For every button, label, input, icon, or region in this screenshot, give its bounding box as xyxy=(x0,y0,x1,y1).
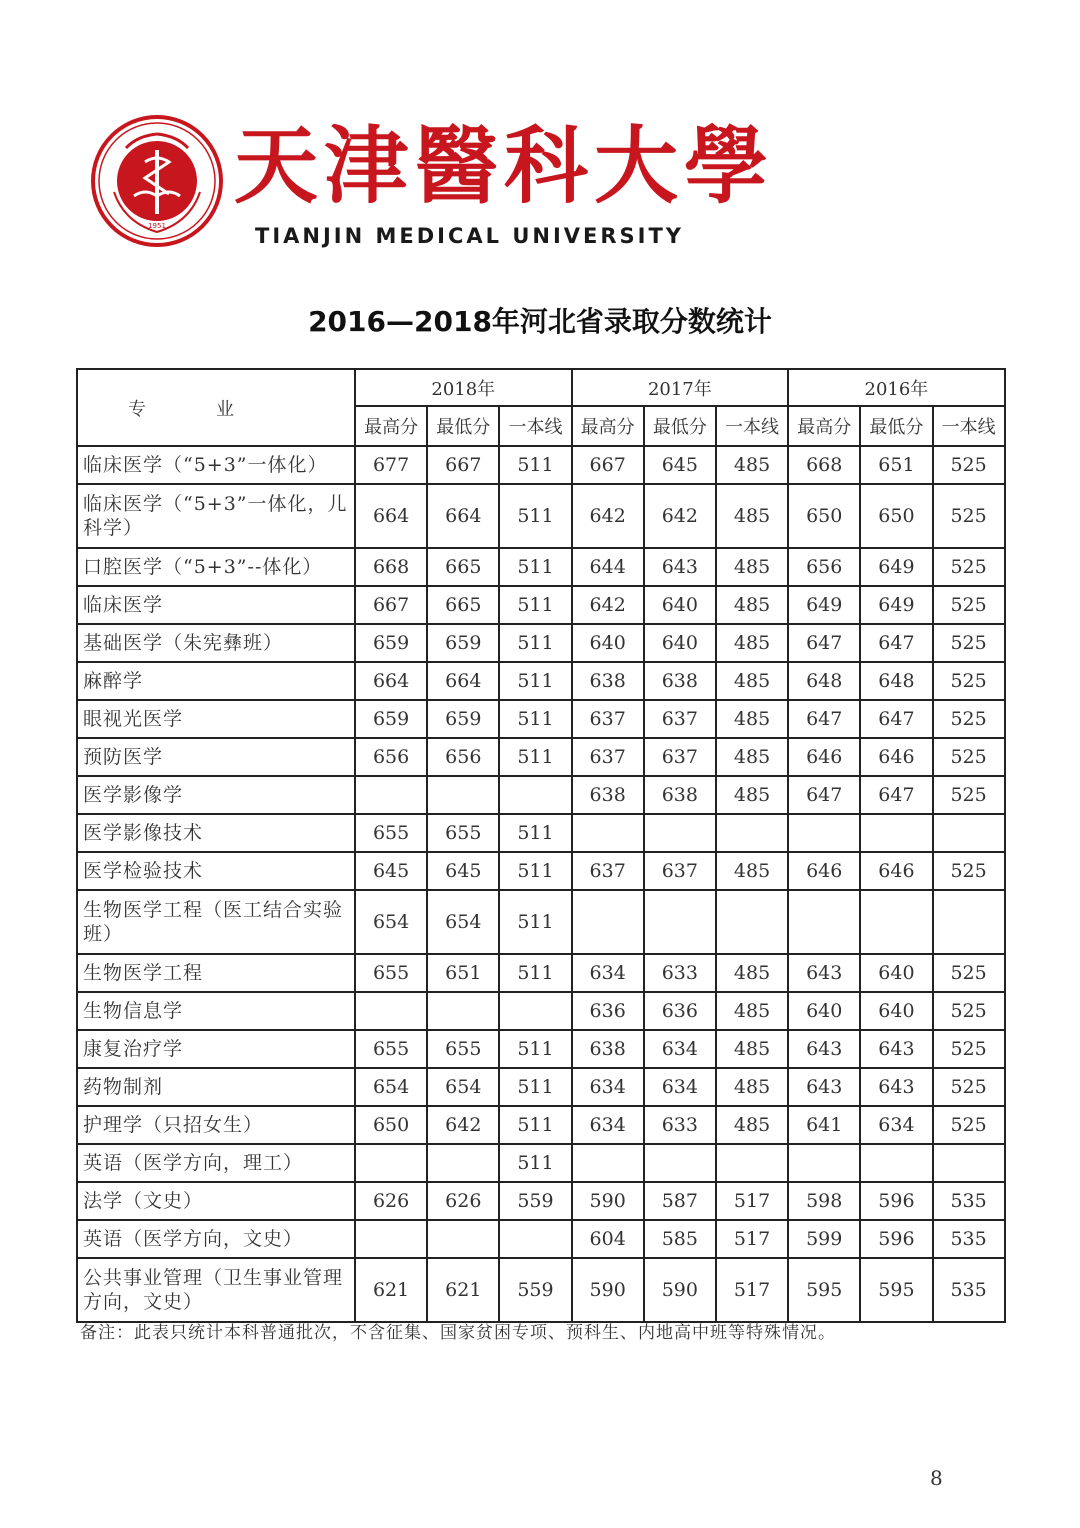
table-row xyxy=(77,890,1005,954)
score-cell: 640 xyxy=(860,992,932,1030)
score-cell: 646 xyxy=(860,738,932,776)
score-cell: 485 xyxy=(716,484,788,548)
svg-text:1951: 1951 xyxy=(148,222,166,230)
score-cell: 525 xyxy=(933,446,1005,484)
score-cell xyxy=(788,1144,860,1182)
score-cell: 599 xyxy=(788,1220,860,1258)
score-cell: 525 xyxy=(933,992,1005,1030)
major-cell: 药物制剂 xyxy=(77,1068,355,1106)
score-cell: 651 xyxy=(860,446,932,484)
score-cell: 656 xyxy=(788,548,860,586)
score-cell: 485 xyxy=(716,586,788,624)
score-cell: 637 xyxy=(644,700,716,738)
score-cell: 664 xyxy=(355,484,427,548)
score-cell: 485 xyxy=(716,954,788,992)
score-cell: 621 xyxy=(427,1258,499,1322)
score-cell: 596 xyxy=(860,1220,932,1258)
score-cell: 485 xyxy=(716,992,788,1030)
score-cell: 485 xyxy=(716,1106,788,1144)
table-row xyxy=(77,1068,1005,1106)
score-cell: 642 xyxy=(572,484,644,548)
score-cell: 511 xyxy=(499,814,571,852)
university-header xyxy=(90,112,775,262)
major-cell: 医学影像学 xyxy=(77,776,355,814)
score-cell: 640 xyxy=(644,586,716,624)
score-cell: 638 xyxy=(572,776,644,814)
score-cell: 511 xyxy=(499,954,571,992)
score-cell: 511 xyxy=(499,1144,571,1182)
score-cell: 634 xyxy=(572,954,644,992)
score-cell: 655 xyxy=(355,1030,427,1068)
major-cell: 医学影像技术 xyxy=(77,814,355,852)
major-cell: 临床医学（“5+3”一体化） xyxy=(77,446,355,484)
score-cell: 511 xyxy=(499,890,571,954)
score-cell: 664 xyxy=(355,662,427,700)
score-cell: 659 xyxy=(427,700,499,738)
score-cell: 659 xyxy=(427,624,499,662)
subcolumn-header: 最低分 xyxy=(860,406,932,446)
score-cell: 525 xyxy=(933,1030,1005,1068)
score-cell: 656 xyxy=(427,738,499,776)
score-cell: 525 xyxy=(933,662,1005,700)
score-cell: 650 xyxy=(788,484,860,548)
score-table xyxy=(76,368,1006,1323)
score-cell: 485 xyxy=(716,1068,788,1106)
major-cell: 临床医学 xyxy=(77,586,355,624)
score-cell: 645 xyxy=(355,852,427,890)
score-cell: 647 xyxy=(788,624,860,662)
subcolumn-header: 最高分 xyxy=(572,406,644,446)
score-cell: 511 xyxy=(499,586,571,624)
score-cell xyxy=(427,992,499,1030)
major-cell: 眼视光医学 xyxy=(77,700,355,738)
score-cell xyxy=(716,814,788,852)
score-cell: 643 xyxy=(644,548,716,586)
table-row xyxy=(77,1030,1005,1068)
score-cell xyxy=(427,1144,499,1182)
score-cell: 525 xyxy=(933,1068,1005,1106)
score-cell xyxy=(860,890,932,954)
score-cell: 621 xyxy=(355,1258,427,1322)
score-cell: 511 xyxy=(499,548,571,586)
score-cell xyxy=(499,776,571,814)
score-cell: 646 xyxy=(788,738,860,776)
score-cell: 511 xyxy=(499,1068,571,1106)
score-cell: 517 xyxy=(716,1182,788,1220)
score-cell: 535 xyxy=(933,1258,1005,1322)
score-cell: 559 xyxy=(499,1258,571,1322)
score-cell: 535 xyxy=(933,1220,1005,1258)
score-cell: 643 xyxy=(788,1068,860,1106)
score-cell xyxy=(788,814,860,852)
score-cell: 668 xyxy=(355,548,427,586)
score-cell: 664 xyxy=(427,662,499,700)
score-cell: 644 xyxy=(572,548,644,586)
score-cell: 633 xyxy=(644,1106,716,1144)
score-cell: 638 xyxy=(644,662,716,700)
major-cell: 生物医学工程（医工结合实验班） xyxy=(77,890,355,954)
score-cell: 511 xyxy=(499,1106,571,1144)
score-cell xyxy=(933,890,1005,954)
score-cell: 511 xyxy=(499,852,571,890)
university-name-en: TIANJIN MEDICAL UNIVERSITY xyxy=(255,224,685,248)
table-row xyxy=(77,954,1005,992)
major-cell: 生物信息学 xyxy=(77,992,355,1030)
score-cell: 640 xyxy=(572,624,644,662)
score-cell xyxy=(355,776,427,814)
score-cell: 640 xyxy=(860,954,932,992)
score-cell: 637 xyxy=(572,700,644,738)
score-cell: 633 xyxy=(644,954,716,992)
score-cell: 655 xyxy=(355,954,427,992)
score-cell: 485 xyxy=(716,700,788,738)
score-cell: 667 xyxy=(355,586,427,624)
score-cell: 517 xyxy=(716,1258,788,1322)
major-cell: 康复治疗学 xyxy=(77,1030,355,1068)
university-name-cn: 天津醫科大學 xyxy=(234,116,775,215)
score-cell xyxy=(572,814,644,852)
score-cell: 626 xyxy=(355,1182,427,1220)
score-cell: 634 xyxy=(572,1106,644,1144)
score-cell: 654 xyxy=(355,1068,427,1106)
major-cell: 基础医学（朱宪彝班） xyxy=(77,624,355,662)
score-cell: 668 xyxy=(788,446,860,484)
score-cell xyxy=(860,814,932,852)
score-cell: 642 xyxy=(644,484,716,548)
subcolumn-header: 最高分 xyxy=(355,406,427,446)
score-cell xyxy=(933,1144,1005,1182)
score-cell: 647 xyxy=(788,700,860,738)
score-cell: 650 xyxy=(860,484,932,548)
score-cell: 485 xyxy=(716,1030,788,1068)
score-cell xyxy=(716,1144,788,1182)
score-cell: 485 xyxy=(716,738,788,776)
major-cell: 口腔医学（“5+3”--体化） xyxy=(77,548,355,586)
score-cell: 511 xyxy=(499,1030,571,1068)
score-cell: 485 xyxy=(716,852,788,890)
score-cell: 659 xyxy=(355,700,427,738)
table-row xyxy=(77,446,1005,484)
score-cell: 654 xyxy=(427,890,499,954)
score-cell: 587 xyxy=(644,1182,716,1220)
major-cell: 公共事业管理（卫生事业管理方向，文史） xyxy=(77,1258,355,1322)
score-cell: 655 xyxy=(427,814,499,852)
score-cell: 638 xyxy=(572,1030,644,1068)
score-cell: 648 xyxy=(788,662,860,700)
major-cell: 临床医学（“5+3”一体化，儿科学） xyxy=(77,484,355,548)
score-cell: 643 xyxy=(860,1068,932,1106)
score-cell xyxy=(355,1144,427,1182)
score-cell: 590 xyxy=(572,1182,644,1220)
subcolumn-header: 最低分 xyxy=(427,406,499,446)
score-cell xyxy=(644,1144,716,1182)
score-cell xyxy=(788,890,860,954)
score-cell xyxy=(860,1144,932,1182)
university-seal-logo xyxy=(90,114,224,248)
score-cell: 677 xyxy=(355,446,427,484)
major-cell: 医学检验技术 xyxy=(77,852,355,890)
subcolumn-header: 最高分 xyxy=(788,406,860,446)
score-cell: 667 xyxy=(572,446,644,484)
score-cell: 667 xyxy=(427,446,499,484)
score-cell: 626 xyxy=(427,1182,499,1220)
score-cell: 645 xyxy=(427,852,499,890)
score-cell: 559 xyxy=(499,1182,571,1220)
score-cell xyxy=(572,1144,644,1182)
table-row xyxy=(77,1144,1005,1182)
score-cell: 647 xyxy=(860,700,932,738)
score-cell: 634 xyxy=(644,1068,716,1106)
score-cell: 650 xyxy=(355,1106,427,1144)
score-cell: 485 xyxy=(716,624,788,662)
year-header: 2016年 xyxy=(788,369,1005,406)
table-row xyxy=(77,548,1005,586)
score-cell: 525 xyxy=(933,954,1005,992)
score-cell: 646 xyxy=(788,852,860,890)
score-cell xyxy=(572,890,644,954)
score-cell: 654 xyxy=(355,890,427,954)
score-cell: 636 xyxy=(644,992,716,1030)
score-cell: 655 xyxy=(427,1030,499,1068)
subcolumn-header: 一本线 xyxy=(499,406,571,446)
score-cell: 638 xyxy=(572,662,644,700)
score-cell: 647 xyxy=(860,776,932,814)
page-number: 8 xyxy=(930,1466,943,1490)
score-cell xyxy=(499,1220,571,1258)
score-cell: 654 xyxy=(427,1068,499,1106)
score-cell: 595 xyxy=(860,1258,932,1322)
score-cell xyxy=(644,890,716,954)
major-cell: 英语（医学方向，文史） xyxy=(77,1220,355,1258)
score-cell: 590 xyxy=(644,1258,716,1322)
subcolumn-header: 一本线 xyxy=(716,406,788,446)
major-cell: 预防医学 xyxy=(77,738,355,776)
score-cell xyxy=(933,814,1005,852)
table-row xyxy=(77,1220,1005,1258)
table-row xyxy=(77,992,1005,1030)
score-cell: 655 xyxy=(355,814,427,852)
score-cell: 645 xyxy=(644,446,716,484)
score-cell xyxy=(355,1220,427,1258)
score-cell: 641 xyxy=(788,1106,860,1144)
score-cell: 485 xyxy=(716,662,788,700)
score-cell: 525 xyxy=(933,484,1005,548)
score-cell: 485 xyxy=(716,548,788,586)
score-cell: 604 xyxy=(572,1220,644,1258)
table-row xyxy=(77,852,1005,890)
score-cell: 517 xyxy=(716,1220,788,1258)
score-cell: 590 xyxy=(572,1258,644,1322)
table-row xyxy=(77,1182,1005,1220)
score-cell: 598 xyxy=(788,1182,860,1220)
subcolumn-header: 一本线 xyxy=(933,406,1005,446)
page-title: 2016—2018年河北省录取分数统计 xyxy=(308,305,772,338)
score-cell: 511 xyxy=(499,662,571,700)
score-cell: 648 xyxy=(860,662,932,700)
score-cell: 511 xyxy=(499,738,571,776)
score-cell xyxy=(427,776,499,814)
table-row xyxy=(77,484,1005,548)
score-cell: 634 xyxy=(860,1106,932,1144)
table-row xyxy=(77,624,1005,662)
score-cell: 651 xyxy=(427,954,499,992)
score-cell: 634 xyxy=(572,1068,644,1106)
score-cell: 649 xyxy=(860,548,932,586)
major-cell: 法学（文史） xyxy=(77,1182,355,1220)
table-row xyxy=(77,700,1005,738)
major-cell: 英语（医学方向，理工） xyxy=(77,1144,355,1182)
table-row xyxy=(77,586,1005,624)
score-cell: 659 xyxy=(355,624,427,662)
score-cell: 595 xyxy=(788,1258,860,1322)
score-cell: 637 xyxy=(572,852,644,890)
score-cell: 656 xyxy=(355,738,427,776)
score-cell: 535 xyxy=(933,1182,1005,1220)
score-cell: 485 xyxy=(716,776,788,814)
score-cell: 636 xyxy=(572,992,644,1030)
score-cell xyxy=(499,992,571,1030)
score-cell: 596 xyxy=(860,1182,932,1220)
score-cell: 665 xyxy=(427,548,499,586)
score-cell: 511 xyxy=(499,624,571,662)
score-cell: 511 xyxy=(499,446,571,484)
score-cell: 525 xyxy=(933,586,1005,624)
score-cell: 649 xyxy=(788,586,860,624)
score-cell: 525 xyxy=(933,852,1005,890)
score-cell: 649 xyxy=(860,586,932,624)
score-cell: 665 xyxy=(427,586,499,624)
table-row xyxy=(77,814,1005,852)
score-cell: 638 xyxy=(644,776,716,814)
score-cell: 511 xyxy=(499,700,571,738)
score-cell: 640 xyxy=(788,992,860,1030)
score-cell: 525 xyxy=(933,1106,1005,1144)
score-cell: 642 xyxy=(427,1106,499,1144)
major-cell: 生物医学工程 xyxy=(77,954,355,992)
score-cell: 643 xyxy=(788,954,860,992)
score-cell: 646 xyxy=(860,852,932,890)
score-cell: 525 xyxy=(933,700,1005,738)
score-cell xyxy=(644,814,716,852)
year-header: 2018年 xyxy=(355,369,572,406)
subcolumn-header: 最低分 xyxy=(644,406,716,446)
table-row xyxy=(77,738,1005,776)
score-cell: 511 xyxy=(499,484,571,548)
table-row xyxy=(77,1258,1005,1322)
year-header: 2017年 xyxy=(572,369,789,406)
score-cell: 637 xyxy=(644,852,716,890)
score-cell xyxy=(716,890,788,954)
score-cell: 640 xyxy=(644,624,716,662)
score-cell: 585 xyxy=(644,1220,716,1258)
score-cell: 637 xyxy=(644,738,716,776)
score-cell: 525 xyxy=(933,776,1005,814)
score-cell: 525 xyxy=(933,548,1005,586)
score-cell: 643 xyxy=(860,1030,932,1068)
score-cell: 642 xyxy=(572,586,644,624)
score-cell: 647 xyxy=(788,776,860,814)
score-cell: 634 xyxy=(644,1030,716,1068)
table-row xyxy=(77,662,1005,700)
score-cell: 637 xyxy=(572,738,644,776)
score-cell: 525 xyxy=(933,624,1005,662)
score-cell xyxy=(427,1220,499,1258)
table-row xyxy=(77,776,1005,814)
score-cell: 485 xyxy=(716,446,788,484)
table-row xyxy=(77,1106,1005,1144)
major-cell: 护理学（只招女生） xyxy=(77,1106,355,1144)
score-cell xyxy=(355,992,427,1030)
score-cell: 525 xyxy=(933,738,1005,776)
footnote: 备注：此表只统计本科普通批次，不含征集、国家贫困专项、预科生、内地高中班等特殊情况。 xyxy=(80,1323,836,1343)
score-cell: 664 xyxy=(427,484,499,548)
score-cell: 647 xyxy=(860,624,932,662)
score-cell: 643 xyxy=(788,1030,860,1068)
major-cell: 麻醉学 xyxy=(77,662,355,700)
major-column-header: 专业 xyxy=(77,369,355,446)
